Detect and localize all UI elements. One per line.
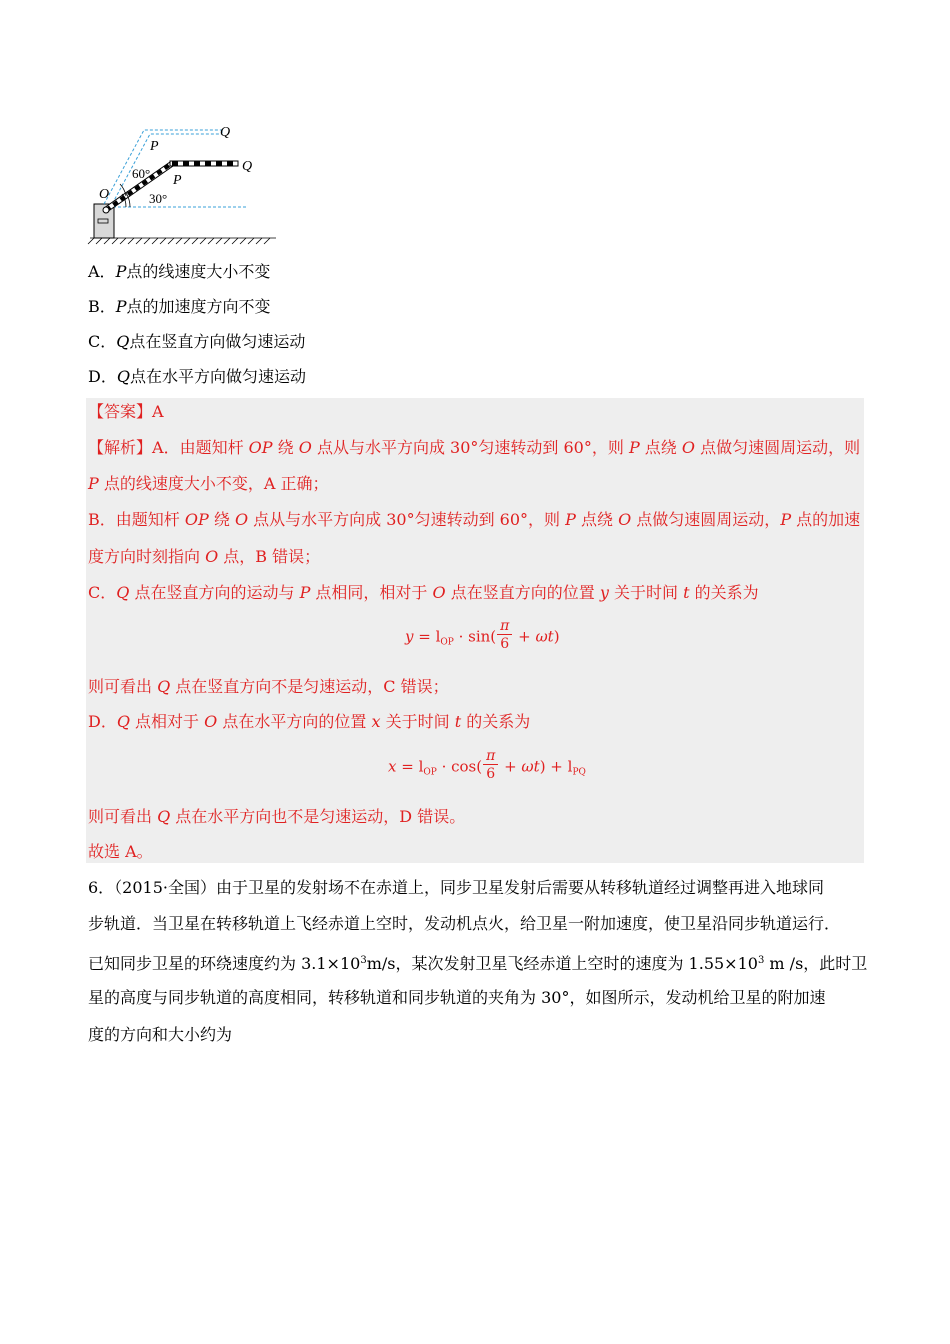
rod-pq [170,161,238,166]
analysis-a-line1: 【解析】A．由题知杆 OP 绕 O 点从与水平方向成 30°匀速转动到 60°，则 P 点绕 O 点做匀速圆周运动，则 [88,438,861,457]
ground-hatching [88,238,276,244]
label-o: O [99,187,110,202]
option-a: A．P点的线速度大小不变 [88,262,271,281]
fraction-pi-over-6: $\frac{\pi}{6}$ [497,618,512,653]
label-q-upper: Q [220,125,231,140]
option-c: C．Q点在竖直方向做匀速运动 [88,332,306,351]
fraction-pi-over-6: $\frac{\pi}{6}$ [483,748,498,783]
analysis-b-line2: 度方向时刻指向 O 点，B 错误； [88,547,321,566]
analysis-c-line2: 则可看出 Q 点在竖直方向不是匀速运动，C 错误； [88,677,449,696]
formula-x: $x = l_{OP} \cdot \cos$( $\frac{\pi}{6}$ + $\omega t) + l_{PQ}$ [388,748,586,782]
option-b: B．P点的加速度方向不变 [88,297,271,316]
question6-line4: 星的高度与同步轨道的高度相同，转移轨道和同步轨道的夹角为 30°，如图所示，发动机给卫星的附加速 [88,988,826,1007]
analysis-conclusion: 故选 A。 [88,842,153,861]
label-q-lower: Q [242,159,253,174]
pivot-point [103,207,109,213]
formula-y: $y = l_{OP} \cdot \sin$( $\frac{\pi}{6}$ + ωt) [405,618,560,652]
question6-line3: 已知同步卫星的环绕速度约为 $3.1\times 10^3m/s$，某次发射卫星飞经赤道上空时的速度为 $1.55\times 10^3$ m /s，此时卫 [88,954,868,973]
analysis-d-line1: D．Q 点相对于 O 点在水平方向的位置 x 关于时间 t 的关系为 [88,712,531,731]
analysis-d-line2: 则可看出 Q 点在水平方向也不是匀速运动，D 错误。 [88,807,466,826]
question6-line2: 步轨道．当卫星在转移轨道上飞经赤道上空时，发动机点火，给卫星一附加速度，使卫星沿同步轨道运行． [88,914,841,933]
analysis-c-line1: C．Q 点在竖直方向的运动与 P 点相同，相对于 O 点在竖直方向的位置 y 关于时间 t 的关系为 [88,583,759,602]
label-p-upper: P [150,139,159,154]
analysis-a-line2: P 点的线速度大小不变，A 正确； [88,474,329,493]
label-angle-30: 30° [149,191,168,206]
question6-line5: 度的方向和大小约为 [88,1025,233,1044]
analysis-b-line1: B．由题知杆 OP 绕 O 点从与水平方向成 30°匀速转动到 60°，则 P 点绕 O 点做匀速圆周运动，P 点的加速 [88,510,861,529]
label-p-lower: P [173,173,182,188]
option-d: D．Q点在水平方向做匀速运动 [88,367,306,386]
label-angle-60: 60° [132,166,151,181]
rod-rotation-diagram [86,122,276,246]
question6-line1: 6．（2015·全国）由于卫星的发射场不在赤道上，同步卫星发射后需要从转移轨道经过调整再进入地球同 [88,878,824,897]
answer-line: 【答案】A [88,402,164,421]
